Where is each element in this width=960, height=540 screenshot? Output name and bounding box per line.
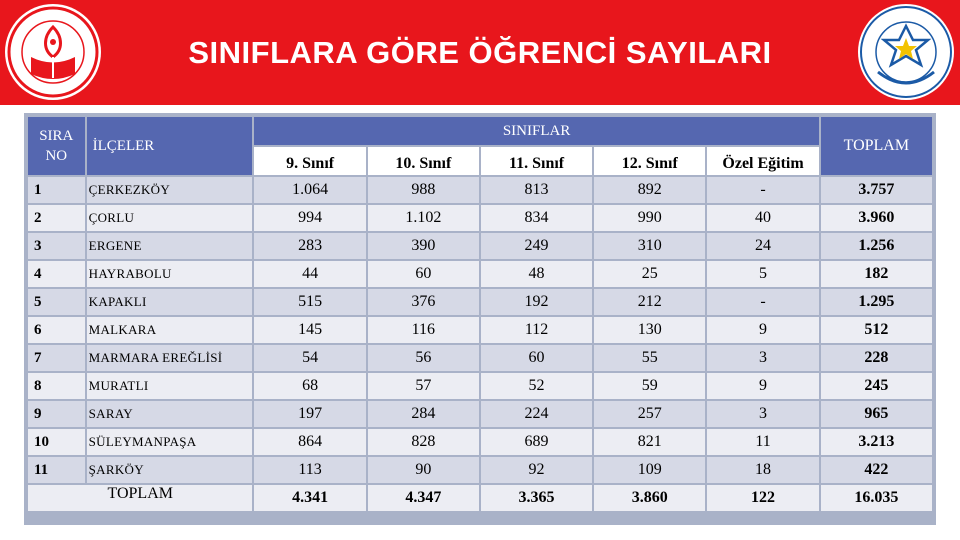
row-value: 60 bbox=[368, 261, 479, 287]
header-toplam: TOPLAM bbox=[821, 117, 932, 175]
row-total: 1.295 bbox=[821, 289, 932, 315]
row-value: 60 bbox=[481, 345, 592, 371]
row-value: 3 bbox=[707, 345, 818, 371]
row-no: 4 bbox=[28, 261, 85, 287]
table-row bbox=[28, 401, 932, 427]
row-total: 3.757 bbox=[821, 177, 932, 203]
row-no: 8 bbox=[28, 373, 85, 399]
row-no: 5 bbox=[28, 289, 85, 315]
table-row bbox=[28, 429, 932, 455]
title-banner bbox=[0, 0, 960, 105]
footer-total: 16.035 bbox=[821, 485, 932, 511]
row-total: 3.213 bbox=[821, 429, 932, 455]
row-value: 197 bbox=[254, 401, 365, 427]
row-total: 512 bbox=[821, 317, 932, 343]
table-row bbox=[28, 233, 932, 259]
row-no: 10 bbox=[28, 429, 85, 455]
row-value: 376 bbox=[368, 289, 479, 315]
row-value: 59 bbox=[594, 373, 705, 399]
row-value: 54 bbox=[254, 345, 365, 371]
meb-emblem-logo bbox=[3, 2, 103, 102]
header-class-col: 11. Sınıf bbox=[481, 147, 592, 175]
row-district: ŞARKÖY bbox=[87, 457, 253, 483]
table-footer-row bbox=[28, 485, 932, 511]
footer-value: 3.860 bbox=[594, 485, 705, 511]
row-value: 892 bbox=[594, 177, 705, 203]
row-value: 57 bbox=[368, 373, 479, 399]
row-value: 92 bbox=[481, 457, 592, 483]
row-value: 130 bbox=[594, 317, 705, 343]
row-no: 6 bbox=[28, 317, 85, 343]
row-value: 283 bbox=[254, 233, 365, 259]
row-value: 192 bbox=[481, 289, 592, 315]
row-total: 1.256 bbox=[821, 233, 932, 259]
table-row bbox=[28, 205, 932, 231]
row-total: 3.960 bbox=[821, 205, 932, 231]
table-row bbox=[28, 177, 932, 203]
row-no: 3 bbox=[28, 233, 85, 259]
table-row bbox=[28, 317, 932, 343]
row-value: 9 bbox=[707, 373, 818, 399]
row-value: 990 bbox=[594, 205, 705, 231]
row-value: 689 bbox=[481, 429, 592, 455]
header-class-col: 10. Sınıf bbox=[368, 147, 479, 175]
row-value: 113 bbox=[254, 457, 365, 483]
row-district: KAPAKLI bbox=[87, 289, 253, 315]
header-siniflar-group: SINIFLAR bbox=[254, 117, 818, 145]
row-value: 284 bbox=[368, 401, 479, 427]
row-value: 257 bbox=[594, 401, 705, 427]
row-value: 212 bbox=[594, 289, 705, 315]
footer-value: 4.341 bbox=[254, 485, 365, 511]
table-row bbox=[28, 345, 932, 371]
row-no: 7 bbox=[28, 345, 85, 371]
row-value: 112 bbox=[481, 317, 592, 343]
header-ilceler: İLÇELER bbox=[87, 117, 253, 175]
table-row bbox=[28, 457, 932, 483]
row-value: 52 bbox=[481, 373, 592, 399]
row-value: 116 bbox=[368, 317, 479, 343]
row-value: - bbox=[707, 177, 818, 203]
row-value: 828 bbox=[368, 429, 479, 455]
row-no: 9 bbox=[28, 401, 85, 427]
row-district: MALKARA bbox=[87, 317, 253, 343]
row-value: 1.102 bbox=[368, 205, 479, 231]
footer-toplam-label: TOPLAM bbox=[28, 485, 252, 511]
row-total: 422 bbox=[821, 457, 932, 483]
row-value: 3 bbox=[707, 401, 818, 427]
header-class-col: 9. Sınıf bbox=[254, 147, 365, 175]
row-value: 821 bbox=[594, 429, 705, 455]
provincial-directorate-seal-logo bbox=[856, 2, 956, 102]
row-no: 2 bbox=[28, 205, 85, 231]
student-count-table bbox=[24, 113, 936, 525]
row-value: 224 bbox=[481, 401, 592, 427]
row-total: 245 bbox=[821, 373, 932, 399]
row-value: 109 bbox=[594, 457, 705, 483]
row-value: 56 bbox=[368, 345, 479, 371]
row-value: 249 bbox=[481, 233, 592, 259]
row-value: 390 bbox=[368, 233, 479, 259]
header-sira-no: SIRA NO bbox=[28, 117, 85, 175]
row-value: 11 bbox=[707, 429, 818, 455]
row-total: 228 bbox=[821, 345, 932, 371]
row-value: 18 bbox=[707, 457, 818, 483]
row-value: 310 bbox=[594, 233, 705, 259]
row-district: ERGENE bbox=[87, 233, 253, 259]
row-value: 145 bbox=[254, 317, 365, 343]
row-no: 1 bbox=[28, 177, 85, 203]
header-class-col: 12. Sınıf bbox=[594, 147, 705, 175]
row-value: 834 bbox=[481, 205, 592, 231]
row-total: 965 bbox=[821, 401, 932, 427]
row-value: - bbox=[707, 289, 818, 315]
row-value: 988 bbox=[368, 177, 479, 203]
table-row bbox=[28, 261, 932, 287]
row-value: 25 bbox=[594, 261, 705, 287]
row-district: MURATLI bbox=[87, 373, 253, 399]
footer-value: 122 bbox=[707, 485, 818, 511]
page-title: SINIFLARA GÖRE ÖĞRENCİ SAYILARI bbox=[188, 35, 772, 70]
table-row bbox=[28, 289, 932, 315]
row-value: 5 bbox=[707, 261, 818, 287]
row-district: SÜLEYMANPAŞA bbox=[87, 429, 253, 455]
header-class-col: Özel Eğitim bbox=[707, 147, 818, 175]
footer-value: 4.347 bbox=[368, 485, 479, 511]
footer-value: 3.365 bbox=[481, 485, 592, 511]
row-value: 1.064 bbox=[254, 177, 365, 203]
row-value: 994 bbox=[254, 205, 365, 231]
row-value: 9 bbox=[707, 317, 818, 343]
row-value: 515 bbox=[254, 289, 365, 315]
row-value: 24 bbox=[707, 233, 818, 259]
row-value: 40 bbox=[707, 205, 818, 231]
row-district: ÇERKEZKÖY bbox=[87, 177, 253, 203]
row-district: SARAY bbox=[87, 401, 253, 427]
row-district: ÇORLU bbox=[87, 205, 253, 231]
row-value: 44 bbox=[254, 261, 365, 287]
row-value: 68 bbox=[254, 373, 365, 399]
row-value: 864 bbox=[254, 429, 365, 455]
row-value: 813 bbox=[481, 177, 592, 203]
row-district: MARMARA EREĞLİSİ bbox=[87, 345, 253, 371]
row-total: 182 bbox=[821, 261, 932, 287]
row-district: HAYRABOLU bbox=[87, 261, 253, 287]
table-row bbox=[28, 373, 932, 399]
row-value: 90 bbox=[368, 457, 479, 483]
row-value: 48 bbox=[481, 261, 592, 287]
row-no: 11 bbox=[28, 457, 85, 483]
row-value: 55 bbox=[594, 345, 705, 371]
